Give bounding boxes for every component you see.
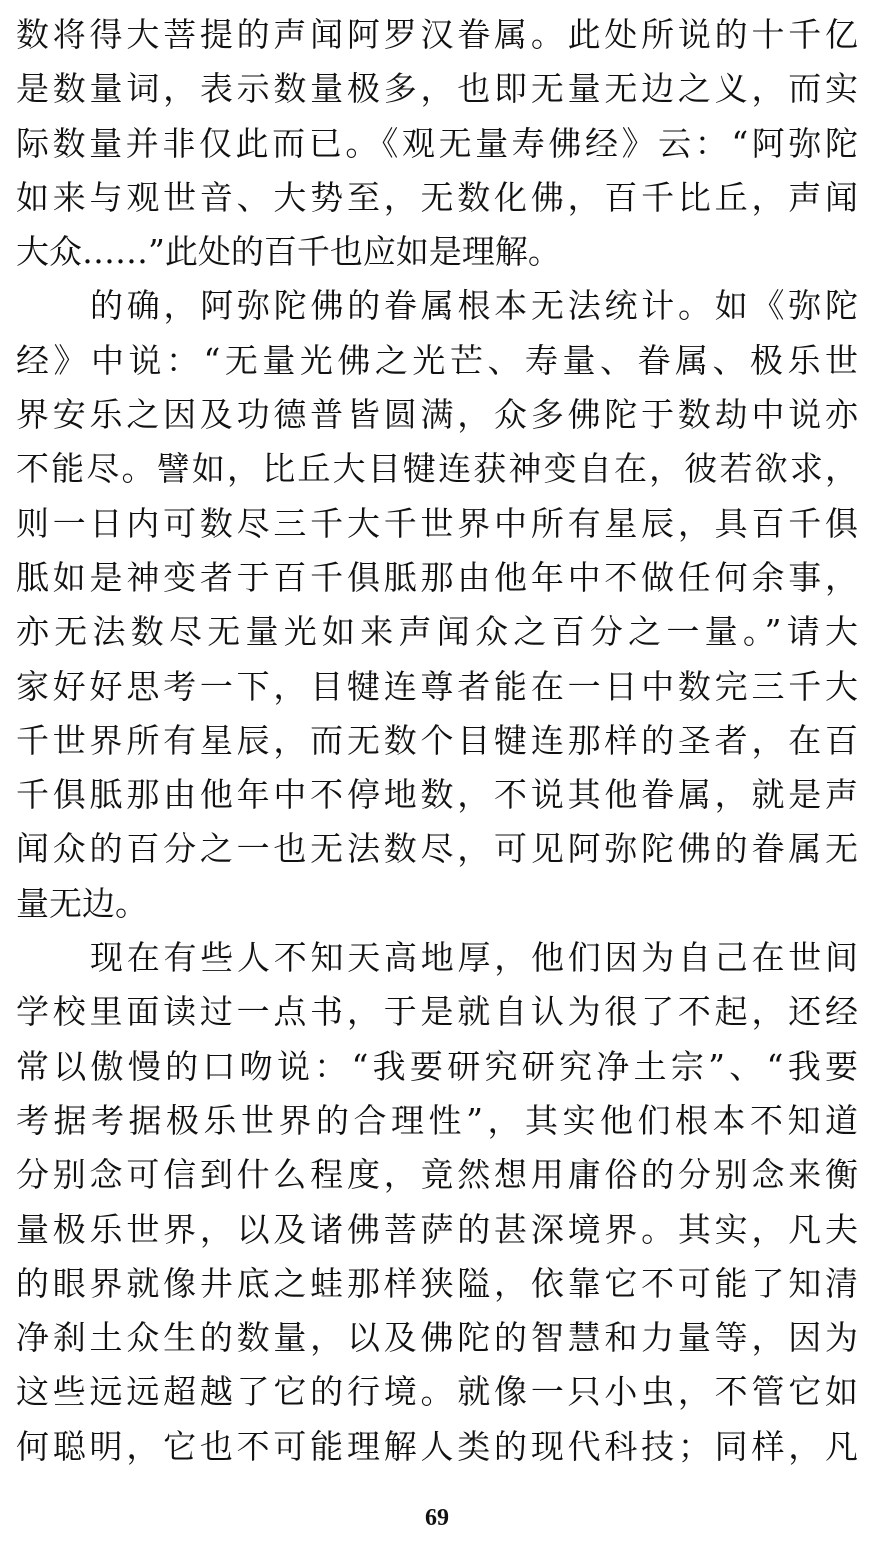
paragraph-2 [16,279,858,931]
text-line: 的确，阿弥陀佛的眷属根本无法统计。如《弥陀 [90,286,858,326]
page-number: 69 [425,1505,449,1531]
text-line: 千世界所有星辰，而无数个目犍连那样的圣者，在百 [16,720,858,760]
text-line: 学校里面读过一点书，于是就自认为很了不起，还经 [16,992,858,1032]
text-line: 分别念可信到什么程度，竟然想用庸俗的分别念来衡 [16,1155,858,1195]
text-line: 亦无法数尽无量光如来声闻众之百分之一量。”请大 [16,612,858,652]
text-line: 考据考据极乐世界的合理性”，其实他们根本不知道 [16,1100,858,1140]
text-line: 现在有些人不知天高地厚，他们因为自己在世间 [90,938,858,978]
text-line: 何聪明，它也不可能理解人类的现代科技；同样，凡 [16,1426,858,1466]
text-line: 千俱胝那由他年中不停地数，不说其他眷属，就是声 [16,775,858,815]
text-line: 这些远远超越了它的行境。就像一只小虫，不管它如 [16,1372,858,1412]
text-line: 大众……”此处的百千也应如是理解。 [16,232,561,272]
text-line: 不能尽。譬如，比丘大目犍连获神变自在，彼若欲求， [16,449,858,489]
text-line: 是数量词，表示数量极多，也即无量无边之义，而实 [16,69,858,109]
text-line: 界安乐之因及功德普皆圆满，众多佛陀于数劫中说亦 [16,395,858,435]
text-line: 量极乐世界，以及诸佛菩萨的甚深境界。其实，凡夫 [16,1209,858,1249]
text-line: 净刹土众生的数量，以及佛陀的智慧和力量等，因为 [16,1318,858,1358]
text-line: 则一日内可数尽三千大千世界中所有星辰，具百千俱 [16,503,858,543]
paragraph-3 [16,931,858,1474]
text-line: 量无边。 [16,883,148,923]
text-line: 胝如是神变者于百千俱胝那由他年中不做任何余事， [16,557,858,597]
text-line: 家好好思考一下，目犍连尊者能在一日中数完三千大 [16,666,858,706]
body-text [16,8,858,1474]
text-line: 际数量并非仅此而已。《观无量寿佛经》云：“阿弥陀 [16,123,858,163]
text-line: 的眼界就像井底之蛙那样狭隘，依靠它不可能了知清 [16,1263,858,1303]
text-line: 经》中说：“无量光佛之光芒、寿量、眷属、极乐世 [16,340,858,380]
paragraph-1 [16,8,858,279]
text-line: 数将得大菩提的声闻阿罗汉眷属。此处所说的十千亿 [16,15,858,54]
text-line: 如来与观世音、大势至，无数化佛，百千比丘，声闻 [16,177,858,217]
text-line: 闻众的百分之一也无法数尽，可见阿弥陀佛的眷属无 [16,829,858,869]
text-line: 常以傲慢的口吻说：“我要研究研究净土宗”、“我要 [16,1046,858,1086]
